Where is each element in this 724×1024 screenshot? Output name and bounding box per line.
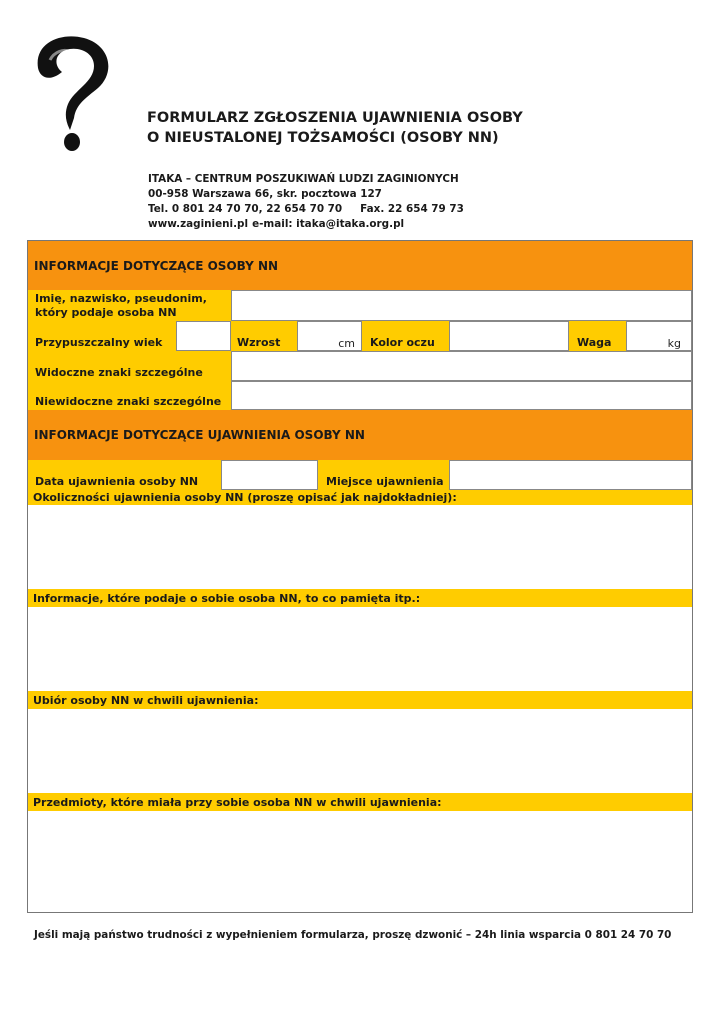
org-phone-line (148, 202, 464, 217)
visible-marks-label: Widoczne znaki szczególne (35, 366, 203, 379)
org-email: e-mail: itaka@itaka.org.pl (252, 218, 405, 230)
self-info-input[interactable] (28, 607, 692, 691)
circumstances-label: Okoliczności ujawnienia osoby NN (proszę opisać jak najdokładniej): (33, 491, 457, 504)
items-input[interactable] (28, 811, 692, 912)
weight-unit: kg (667, 337, 681, 350)
circumstances-label-cell (28, 490, 692, 505)
invisible-marks-label-cell (28, 381, 231, 410)
eye-color-label: Kolor oczu (370, 336, 435, 349)
items-label-cell (28, 793, 692, 811)
date-label-cell (28, 460, 221, 490)
height-label: Wzrost (237, 336, 281, 349)
age-label: Przypuszczalny wiek (35, 336, 163, 349)
org-name: ITAKA – CENTRUM POSZUKIWAŃ LUDZI ZAGINIONYCH (148, 173, 459, 185)
eye-color-label-cell (362, 321, 449, 351)
invisible-marks-input[interactable] (231, 381, 692, 410)
section1-title: INFORMACJE DOTYCZĄCE OSOBY NN (34, 259, 279, 273)
date-input[interactable] (221, 460, 318, 490)
org-fax: Fax. 22 654 79 73 (360, 203, 464, 215)
height-label-cell (231, 321, 297, 351)
visible-marks-label-cell (28, 351, 231, 381)
weight-label-cell (569, 321, 626, 351)
invisible-marks-label: Niewidoczne znaki szczególne (35, 395, 222, 408)
org-website: www.zaginieni.pl (148, 218, 249, 230)
organization-info (148, 172, 464, 232)
question-mark-icon (20, 30, 120, 156)
form-title-line1: FORMULARZ ZGŁOSZENIA UJAWNIENIA OSOBY (147, 110, 523, 126)
section2-header (28, 410, 692, 460)
section2-title: INFORMACJE DOTYCZĄCE UJAWNIENIA OSOBY NN (34, 428, 365, 442)
weight-input[interactable] (626, 321, 692, 351)
height-unit: cm (338, 337, 355, 350)
weight-label: Waga (577, 336, 612, 349)
place-label: Miejsce ujawnienia (326, 475, 444, 488)
name-label-cell (28, 290, 231, 321)
clothing-input[interactable] (28, 709, 692, 793)
footer-note: Jeśli mają państwo trudności z wypełnieniem formularza, proszę dzwonić – 24h linia wsparcia 0 801 24 70 70 (34, 929, 672, 941)
name-label-line1: Imię, nazwisko, pseudonim, (35, 292, 207, 305)
clothing-label-cell (28, 691, 692, 709)
visible-marks-input[interactable] (231, 351, 692, 381)
height-input[interactable] (297, 321, 362, 351)
place-label-cell (318, 460, 449, 490)
age-input[interactable] (176, 321, 231, 351)
age-label-cell (28, 321, 176, 351)
form-title-line2: O NIEUSTALONEJ TOŻSAMOŚCI (OSOBY NN) (147, 130, 499, 146)
date-label: Data ujawnienia osoby NN (35, 475, 199, 488)
section1-header (28, 241, 692, 290)
name-label-line2: który podaje osoba NN (35, 306, 177, 319)
circumstances-input[interactable] (28, 505, 692, 589)
form-title (147, 108, 523, 148)
eye-color-input[interactable] (449, 321, 569, 351)
org-address: 00-958 Warszawa 66, skr. pocztowa 127 (148, 188, 382, 200)
org-web-line (148, 217, 464, 232)
items-label: Przedmioty, które miała przy sobie osoba NN w chwili ujawnienia: (33, 796, 442, 809)
self-info-label-cell (28, 589, 692, 607)
clothing-label: Ubiór osoby NN w chwili ujawnienia: (33, 694, 259, 707)
org-phone: Tel. 0 801 24 70 70, 22 654 70 70 (148, 203, 343, 215)
self-info-label: Informacje, które podaje o sobie osoba NN, to co pamięta itp.: (33, 592, 421, 605)
place-input[interactable] (449, 460, 692, 490)
nn-form (27, 240, 693, 913)
name-input[interactable] (231, 290, 692, 321)
